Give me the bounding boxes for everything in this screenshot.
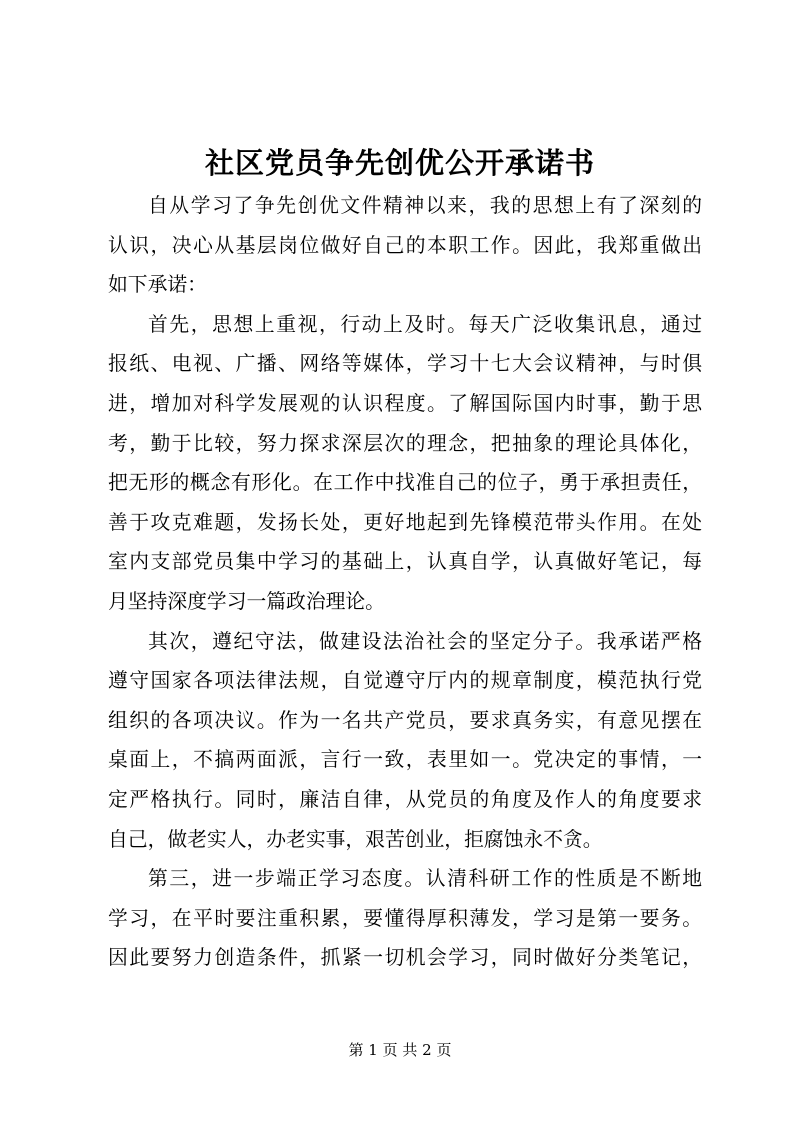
body-line-third-2: 学习，在平时要注重积累，要懂得厚积薄发，学习是第一要务。 — [108, 906, 702, 930]
body-line-first-1: 首先，思想上重视，行动上及时。每天广泛收集讯息，通过 — [148, 312, 702, 336]
body-line-first-4: 考，勤于比较，努力探求深层次的理念，把抽象的理论具体化， — [108, 431, 702, 455]
body-line-first-5: 把无形的概念有形化。在工作中找准自己的位子，勇于承担责任， — [108, 471, 702, 495]
body-line-first-8: 月坚持深度学习一篇政治理论。 — [108, 589, 385, 613]
document-title: 社区党员争先创优公开承诺书 — [204, 146, 595, 180]
document-body — [108, 186, 702, 978]
body-line-first-6: 善于攻克难题，发扬长处，更好地起到先锋模范带头作用。在处 — [108, 510, 702, 534]
body-line-first-2: 报纸、电视、广播、网络等媒体，学习十七大会议精神，与时俱 — [108, 352, 702, 376]
body-line-second-5: 定严格执行。同时，廉洁自律，从党员的角度及作人的角度要求 — [108, 787, 702, 811]
body-line-second-6: 自己，做老实人，办老实事，艰苦创业，拒腐蚀永不贪。 — [108, 827, 603, 851]
body-line-intro-2: 认识，决心从基层岗位做好自己的本职工作。因此，我郑重做出 — [108, 233, 702, 257]
body-line-second-1: 其次，遵纪守法，做建设法治社会的坚定分子。我承诺严格 — [148, 629, 702, 653]
body-line-third-1: 第三，进一步端正学习态度。认清科研工作的性质是不断地 — [148, 867, 702, 891]
body-line-second-4: 桌面上，不搞两面派，言行一致，表里如一。党决定的事情，一 — [108, 748, 702, 772]
body-line-intro-3: 如下承诺： — [108, 273, 207, 297]
body-line-intro-1: 自从学习了争先创优文件精神以来，我的思想上有了深刻的 — [148, 194, 702, 217]
page-footer: 第 1 页 共 2 页 — [348, 1041, 452, 1059]
body-line-second-3: 组织的各项决议。作为一名共产党员，要求真务实，有意见摆在 — [108, 708, 702, 732]
body-line-first-3: 进，增加对科学发展观的认识程度。了解国际国内时事，勤于思 — [108, 391, 702, 415]
body-line-first-7: 室内支部党员集中学习的基础上，认真自学，认真做好笔记，每 — [108, 550, 702, 574]
body-line-second-2: 遵守国家各项法律法规，自觉遵守厅内的规章制度，模范执行党 — [108, 669, 702, 693]
body-line-third-3: 因此要努力创造条件，抓紧一切机会学习，同时做好分类笔记， — [108, 946, 702, 970]
